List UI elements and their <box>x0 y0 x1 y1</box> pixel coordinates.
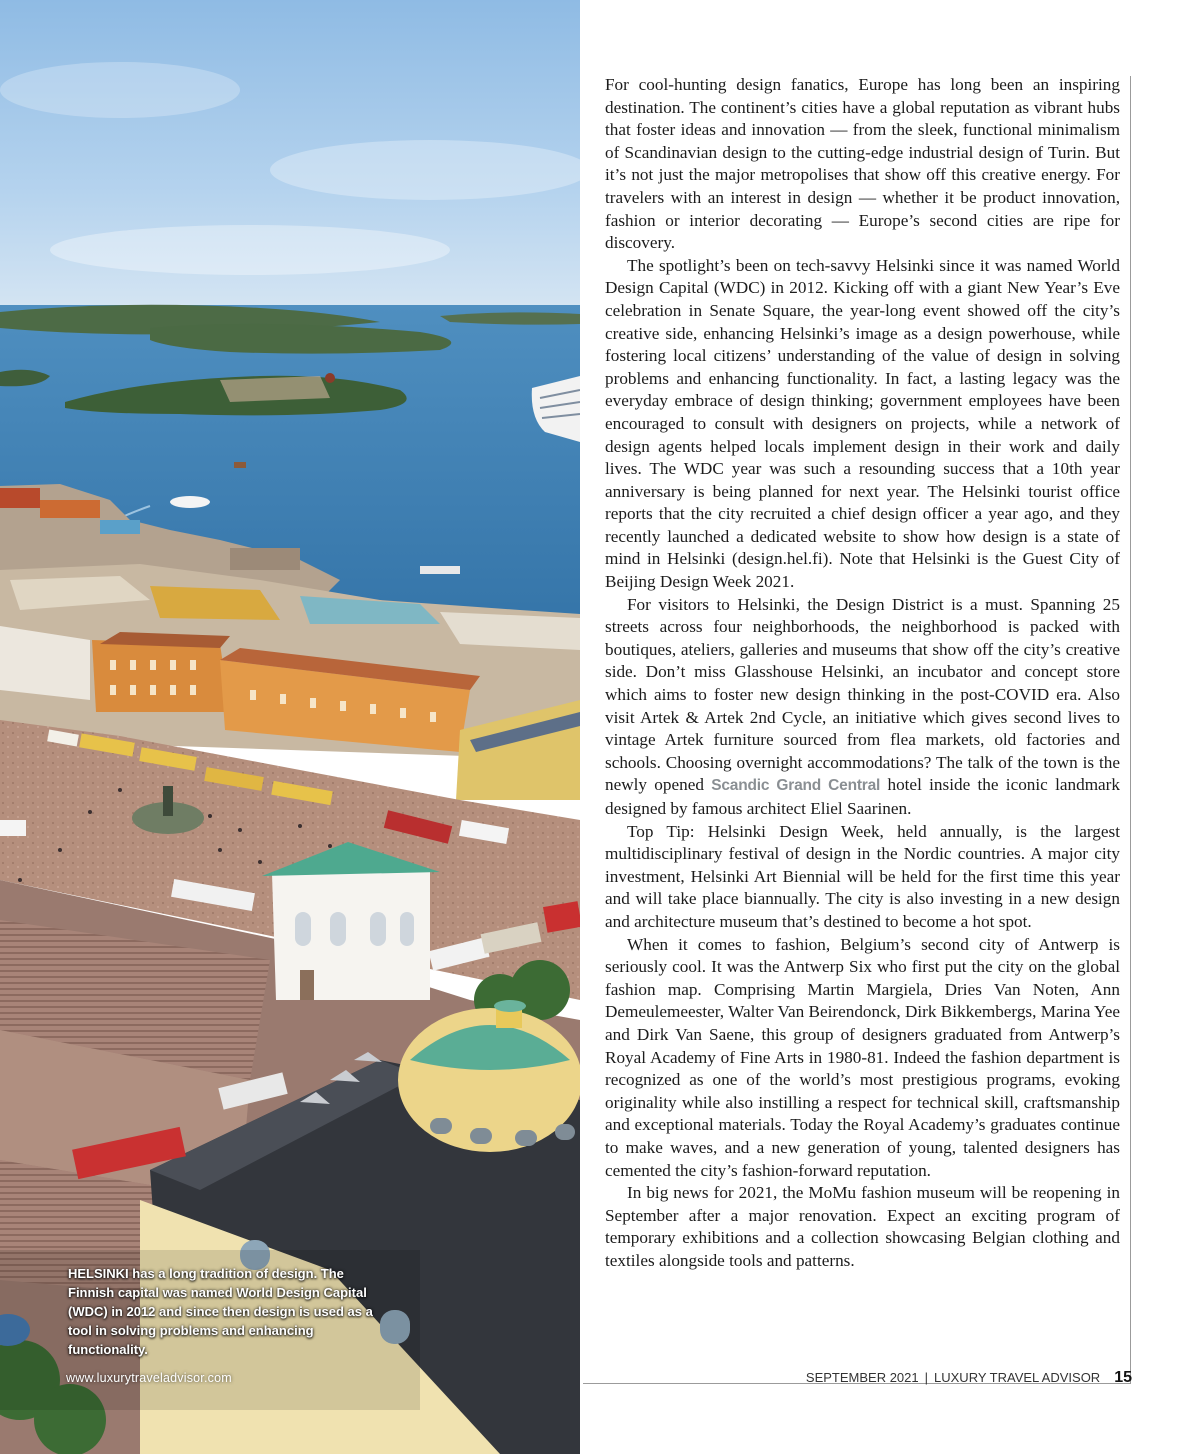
magazine-name: LUXURY TRAVEL ADVISOR <box>934 1370 1101 1385</box>
cloud <box>50 225 450 275</box>
paragraph-momu: In big news for 2021, the MoMu fashion museum will be reopening in September after a major renovation. Expect an exciting program of temporary exhibitions and a collection showcasing Belgian clothing and textiles alongside tools and patterns. <box>605 1183 1120 1270</box>
paragraph-top-tip: Top Tip: Helsinki Design Week, held annually, is the largest multidisciplinary festival of design in the Nordic countries. A major city investment, Helsinki Art Biennial will be held for the first time this year and will take place biannually. The city is also investing in a new design and architecture museum that’s destined to become a hot spot. <box>605 821 1120 931</box>
pool <box>100 520 140 534</box>
ferry <box>420 566 460 574</box>
statue <box>163 786 173 816</box>
harbor-building <box>0 488 40 508</box>
helsinki-aerial-photo <box>0 0 580 1454</box>
photo-caption <box>68 1264 378 1359</box>
paragraph-design-district-start: For visitors to Helsinki, the Design District is a must. Spanning 25 streets across four neighborhoods, the neighborhood is packed with boutiques, ateliers, galleries and museums that show off the city’s creative side. Don’t miss Glasshouse Helsinki, an incubator and concept store which aims to foster new design thinking in the post-COVID era. Also visit Artek & Artek 2nd Cycle, an initiative which gives second lives to vintage Artek furniture sourced from flea markets, old factories and schools. Choosing overnight accommodations? The talk of the town is the newly opened <box>605 594 1120 795</box>
cloud <box>270 140 580 200</box>
caption-lead: HELSINKI <box>68 1266 129 1281</box>
issue-date: SEPTEMBER 2021 <box>805 1370 919 1385</box>
island-buildings <box>220 376 330 402</box>
government-palace <box>92 640 230 712</box>
market-hall <box>230 548 300 570</box>
paragraph-helsinki-wdc: The spotlight’s been on tech-savvy Helsinki since it was named World Design Capital (WDC) in 2012. Kicking off with a giant New Year’s Eve celebration in Senate Square, the year-long event showed off the city’s creative side, enhancing Helsinki’s image as a design powerhouse, while fostering local citizens’ understanding of the value of design in solving problems and enhancing functionality. In fact, a lasting legacy was the everyday embrace of design thinking; government employees have been encouraged to consult with designers on projects, while a network of design agents helped locals implement design in their work and daily lives. The WDC year was such a resounding success that a 10th year anniversary is being planned for next year. The Helsinki tourist office reports that the city recruited a chief design officer a year ago, and they recently launched a dedicated website to show how design is a state of mind in Helsinki (design.hel.fi). Note that Helsinki is the Guest City of Beijing Design Week 2021. <box>605 255 1120 592</box>
yellow-building <box>150 586 280 620</box>
cloud <box>0 62 240 118</box>
article-body <box>605 74 1120 1272</box>
scandic-grand-central-link[interactable]: Scandic Grand Central <box>711 777 881 795</box>
boat <box>170 496 210 508</box>
page-footer <box>806 1369 1132 1387</box>
island-church <box>325 373 335 383</box>
boat <box>234 462 246 468</box>
page-number: 15 <box>1114 1369 1132 1386</box>
footer-separator: | <box>924 1370 929 1385</box>
harbor-building <box>40 500 100 518</box>
website-url[interactable]: www.luxurytraveladvisor.com <box>66 1371 232 1385</box>
lantern-cap <box>494 1000 526 1012</box>
pavilion-door <box>300 970 314 1000</box>
paragraph-design-district <box>605 594 1120 821</box>
photo-illustration <box>0 0 580 1454</box>
column-rule-vertical <box>1130 76 1131 1383</box>
paragraph-design-district-end: hotel inside the iconic landmark designed by famous architect Eliel Saarinen. <box>605 775 1121 818</box>
paragraph-intro: For cool-hunting design fanatics, Europe has long been an inspiring destination. The continent’s cities have a global reputation as vibrant hubs that foster ideas and innovation — from the sleek, functional minimalism of Scandinavian design to the cutting-edge industrial design of Turin. But it’s not just the major metropolises that show off this creative energy. For travelers with an interest in design — whether it be product innovation, fashion or interior decorating — Europe’s second cities are ripe for discovery. <box>605 75 1120 253</box>
paragraph-antwerp: When it comes to fashion, Belgium’s second city of Antwerp is seriously cool. It was the Antwerp Six who first put the city on the global fashion map. Comprising Martin Margiela, Dries Van Noten, Ann Demeulemeester, Walter Van Beirendonck, Dirk Bikkembergs, Marina Yee and Dirk Van Saene, this group of designers graduated from Antwerp’s Royal Academy of Fine Arts in 1980-81. Indeed the fashion department is recognized as one of the world’s most prestigious programs, evoking originality while also instilling a respect for technical skill, craftsmanship and exceptional materials. Today the Royal Academy’s graduates continue to make waves, and a new generation of young, talented designers has cemented the city’s fashion-forward reputation. <box>605 934 1120 1180</box>
caption-text: has a long tradition of design. The Finnish capital was named World Design Capital (WDC) in 2012 and since then design is used as a tool in solving problems and enhancing functionality. <box>68 1266 373 1357</box>
